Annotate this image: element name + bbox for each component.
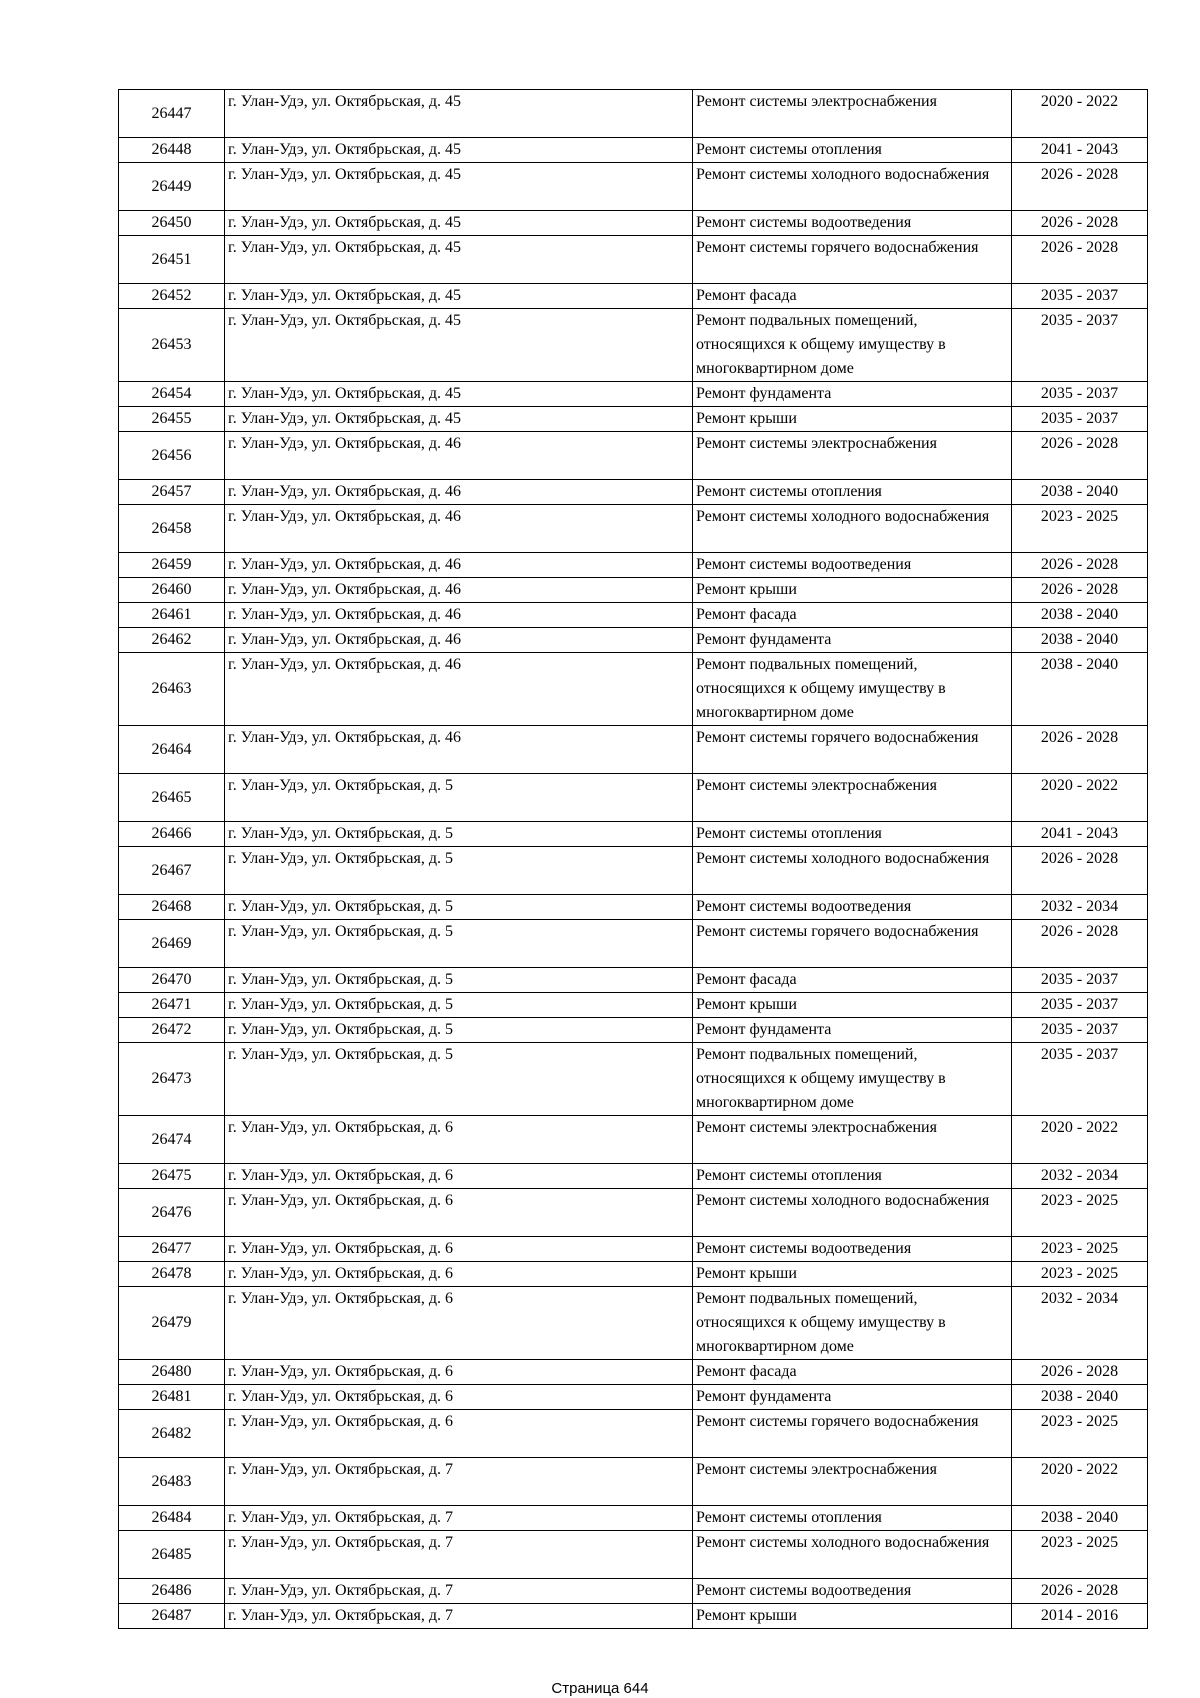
row-id-cell: 26468 (119, 895, 225, 920)
work-type-cell: Ремонт подвальных помещений, относящихся к общему имуществу в многоквартирном доме (693, 653, 1012, 726)
row-id-cell: 26456 (119, 432, 225, 480)
years-cell: 2020 - 2022 (1012, 90, 1148, 138)
address-cell: г. Улан-Удэ, ул. Октябрьская, д. 45 (225, 309, 693, 382)
row-id-cell: 26471 (119, 993, 225, 1018)
table-row (119, 1262, 1148, 1287)
work-type-cell: Ремонт крыши (693, 993, 1012, 1018)
work-type-cell: Ремонт системы электроснабжения (693, 1458, 1012, 1506)
table-row (119, 1458, 1148, 1506)
table-row (119, 284, 1148, 309)
work-type-cell: Ремонт системы водоотведения (693, 1237, 1012, 1262)
work-type-cell: Ремонт системы отопления (693, 1164, 1012, 1189)
table-row (119, 1189, 1148, 1237)
work-type-cell: Ремонт системы водоотведения (693, 211, 1012, 236)
row-id-cell: 26463 (119, 653, 225, 726)
table-row (119, 1164, 1148, 1189)
years-cell: 2032 - 2034 (1012, 1164, 1148, 1189)
address-cell: г. Улан-Удэ, ул. Октябрьская, д. 5 (225, 822, 693, 847)
years-cell: 2035 - 2037 (1012, 284, 1148, 309)
row-id-cell: 26486 (119, 1579, 225, 1604)
work-type-cell: Ремонт системы горячего водоснабжения (693, 920, 1012, 968)
work-type-cell: Ремонт подвальных помещений, относящихся к общему имуществу в многоквартирном доме (693, 1287, 1012, 1360)
work-type-cell: Ремонт системы отопления (693, 822, 1012, 847)
table-row (119, 653, 1148, 726)
address-cell: г. Улан-Удэ, ул. Октябрьская, д. 46 (225, 653, 693, 726)
address-cell: г. Улан-Удэ, ул. Октябрьская, д. 46 (225, 480, 693, 505)
table-body (119, 90, 1148, 1629)
table-row (119, 1579, 1148, 1604)
table-row (119, 163, 1148, 211)
years-cell: 2035 - 2037 (1012, 968, 1148, 993)
table-row (119, 505, 1148, 553)
years-cell: 2023 - 2025 (1012, 505, 1148, 553)
row-id-cell: 26464 (119, 726, 225, 774)
row-id-cell: 26477 (119, 1237, 225, 1262)
row-id-cell: 26474 (119, 1116, 225, 1164)
table-row (119, 407, 1148, 432)
address-cell: г. Улан-Удэ, ул. Октябрьская, д. 5 (225, 1018, 693, 1043)
table-row (119, 211, 1148, 236)
table-row (119, 90, 1148, 138)
years-cell: 2014 - 2016 (1012, 1604, 1148, 1629)
table-row (119, 920, 1148, 968)
row-id-cell: 26484 (119, 1506, 225, 1531)
table-row (119, 628, 1148, 653)
address-cell: г. Улан-Удэ, ул. Октябрьская, д. 46 (225, 553, 693, 578)
row-id-cell: 26483 (119, 1458, 225, 1506)
table-row (119, 1506, 1148, 1531)
work-type-cell: Ремонт системы отопления (693, 138, 1012, 163)
table-row (119, 1287, 1148, 1360)
address-cell: г. Улан-Удэ, ул. Октябрьская, д. 5 (225, 968, 693, 993)
years-cell: 2038 - 2040 (1012, 603, 1148, 628)
row-id-cell: 26473 (119, 1043, 225, 1116)
row-id-cell: 26476 (119, 1189, 225, 1237)
work-type-cell: Ремонт системы электроснабжения (693, 1116, 1012, 1164)
years-cell: 2041 - 2043 (1012, 138, 1148, 163)
work-type-cell: Ремонт фундамента (693, 1018, 1012, 1043)
work-type-cell: Ремонт фасада (693, 284, 1012, 309)
work-type-cell: Ремонт фасада (693, 603, 1012, 628)
capital-repair-table (118, 89, 1148, 1629)
address-cell: г. Улан-Удэ, ул. Октябрьская, д. 7 (225, 1531, 693, 1579)
years-cell: 2020 - 2022 (1012, 774, 1148, 822)
address-cell: г. Улан-Удэ, ул. Октябрьская, д. 46 (225, 726, 693, 774)
row-id-cell: 26482 (119, 1410, 225, 1458)
years-cell: 2035 - 2037 (1012, 382, 1148, 407)
table-row (119, 1043, 1148, 1116)
table-row (119, 993, 1148, 1018)
table-row (119, 726, 1148, 774)
years-cell: 2023 - 2025 (1012, 1262, 1148, 1287)
work-type-cell: Ремонт системы электроснабжения (693, 774, 1012, 822)
table-row (119, 382, 1148, 407)
table-row (119, 578, 1148, 603)
years-cell: 2026 - 2028 (1012, 211, 1148, 236)
row-id-cell: 26447 (119, 90, 225, 138)
work-type-cell: Ремонт системы электроснабжения (693, 90, 1012, 138)
row-id-cell: 26461 (119, 603, 225, 628)
work-type-cell: Ремонт системы холодного водоснабжения (693, 1189, 1012, 1237)
work-type-cell: Ремонт крыши (693, 407, 1012, 432)
table-row (119, 1385, 1148, 1410)
table-row (119, 553, 1148, 578)
address-cell: г. Улан-Удэ, ул. Октябрьская, д. 6 (225, 1116, 693, 1164)
work-type-cell: Ремонт системы отопления (693, 480, 1012, 505)
work-type-cell: Ремонт системы холодного водоснабжения (693, 505, 1012, 553)
address-cell: г. Улан-Удэ, ул. Октябрьская, д. 5 (225, 920, 693, 968)
years-cell: 2035 - 2037 (1012, 407, 1148, 432)
address-cell: г. Улан-Удэ, ул. Октябрьская, д. 7 (225, 1579, 693, 1604)
years-cell: 2038 - 2040 (1012, 628, 1148, 653)
address-cell: г. Улан-Удэ, ул. Октябрьская, д. 7 (225, 1506, 693, 1531)
work-type-cell: Ремонт подвальных помещений, относящихся к общему имуществу в многоквартирном доме (693, 309, 1012, 382)
work-type-cell: Ремонт системы водоотведения (693, 895, 1012, 920)
row-id-cell: 26457 (119, 480, 225, 505)
years-cell: 2020 - 2022 (1012, 1458, 1148, 1506)
work-type-cell: Ремонт подвальных помещений, относящихся к общему имуществу в многоквартирном доме (693, 1043, 1012, 1116)
page-number: Страница 644 (551, 1680, 649, 1697)
address-cell: г. Улан-Удэ, ул. Октябрьская, д. 5 (225, 774, 693, 822)
row-id-cell: 26460 (119, 578, 225, 603)
address-cell: г. Улан-Удэ, ул. Октябрьская, д. 46 (225, 578, 693, 603)
address-cell: г. Улан-Удэ, ул. Октябрьская, д. 45 (225, 407, 693, 432)
table-row (119, 847, 1148, 895)
row-id-cell: 26478 (119, 1262, 225, 1287)
row-id-cell: 26466 (119, 822, 225, 847)
years-cell: 2026 - 2028 (1012, 578, 1148, 603)
table-row (119, 309, 1148, 382)
address-cell: г. Улан-Удэ, ул. Октябрьская, д. 45 (225, 163, 693, 211)
years-cell: 2026 - 2028 (1012, 847, 1148, 895)
table-row (119, 895, 1148, 920)
address-cell: г. Улан-Удэ, ул. Октябрьская, д. 45 (225, 138, 693, 163)
work-type-cell: Ремонт системы отопления (693, 1506, 1012, 1531)
years-cell: 2035 - 2037 (1012, 1043, 1148, 1116)
table-row (119, 236, 1148, 284)
work-type-cell: Ремонт фундамента (693, 628, 1012, 653)
address-cell: г. Улан-Удэ, ул. Октябрьская, д. 5 (225, 993, 693, 1018)
years-cell: 2038 - 2040 (1012, 1506, 1148, 1531)
row-id-cell: 26452 (119, 284, 225, 309)
row-id-cell: 26470 (119, 968, 225, 993)
row-id-cell: 26479 (119, 1287, 225, 1360)
address-cell: г. Улан-Удэ, ул. Октябрьская, д. 45 (225, 236, 693, 284)
table-row (119, 480, 1148, 505)
address-cell: г. Улан-Удэ, ул. Октябрьская, д. 46 (225, 628, 693, 653)
row-id-cell: 26472 (119, 1018, 225, 1043)
work-type-cell: Ремонт системы холодного водоснабжения (693, 847, 1012, 895)
years-cell: 2023 - 2025 (1012, 1237, 1148, 1262)
years-cell: 2035 - 2037 (1012, 309, 1148, 382)
address-cell: г. Улан-Удэ, ул. Октябрьская, д. 6 (225, 1360, 693, 1385)
row-id-cell: 26451 (119, 236, 225, 284)
address-cell: г. Улан-Удэ, ул. Октябрьская, д. 5 (225, 895, 693, 920)
row-id-cell: 26453 (119, 309, 225, 382)
years-cell: 2026 - 2028 (1012, 432, 1148, 480)
years-cell: 2026 - 2028 (1012, 920, 1148, 968)
address-cell: г. Улан-Удэ, ул. Октябрьская, д. 46 (225, 432, 693, 480)
table-row (119, 603, 1148, 628)
years-cell: 2035 - 2037 (1012, 1018, 1148, 1043)
row-id-cell: 26454 (119, 382, 225, 407)
address-cell: г. Улан-Удэ, ул. Октябрьская, д. 6 (225, 1262, 693, 1287)
row-id-cell: 26449 (119, 163, 225, 211)
address-cell: г. Улан-Удэ, ул. Октябрьская, д. 46 (225, 603, 693, 628)
years-cell: 2035 - 2037 (1012, 993, 1148, 1018)
work-type-cell: Ремонт системы электроснабжения (693, 432, 1012, 480)
work-type-cell: Ремонт системы холодного водоснабжения (693, 1531, 1012, 1579)
address-cell: г. Улан-Удэ, ул. Октябрьская, д. 46 (225, 505, 693, 553)
row-id-cell: 26459 (119, 553, 225, 578)
address-cell: г. Улан-Удэ, ул. Октябрьская, д. 6 (225, 1287, 693, 1360)
row-id-cell: 26465 (119, 774, 225, 822)
years-cell: 2026 - 2028 (1012, 726, 1148, 774)
years-cell: 2038 - 2040 (1012, 653, 1148, 726)
years-cell: 2026 - 2028 (1012, 163, 1148, 211)
years-cell: 2023 - 2025 (1012, 1189, 1148, 1237)
years-cell: 2026 - 2028 (1012, 1360, 1148, 1385)
work-type-cell: Ремонт фасада (693, 1360, 1012, 1385)
address-cell: г. Улан-Удэ, ул. Октябрьская, д. 45 (225, 382, 693, 407)
work-type-cell: Ремонт системы водоотведения (693, 1579, 1012, 1604)
row-id-cell: 26450 (119, 211, 225, 236)
row-id-cell: 26485 (119, 1531, 225, 1579)
work-type-cell: Ремонт крыши (693, 1604, 1012, 1629)
work-type-cell: Ремонт фундамента (693, 382, 1012, 407)
row-id-cell: 26480 (119, 1360, 225, 1385)
row-id-cell: 26467 (119, 847, 225, 895)
address-cell: г. Улан-Удэ, ул. Октябрьская, д. 5 (225, 847, 693, 895)
address-cell: г. Улан-Удэ, ул. Октябрьская, д. 7 (225, 1604, 693, 1629)
work-type-cell: Ремонт крыши (693, 1262, 1012, 1287)
address-cell: г. Улан-Удэ, ул. Октябрьская, д. 6 (225, 1164, 693, 1189)
address-cell: г. Улан-Удэ, ул. Октябрьская, д. 6 (225, 1237, 693, 1262)
work-type-cell: Ремонт фасада (693, 968, 1012, 993)
row-id-cell: 26462 (119, 628, 225, 653)
years-cell: 2038 - 2040 (1012, 480, 1148, 505)
work-type-cell: Ремонт системы горячего водоснабжения (693, 236, 1012, 284)
years-cell: 2026 - 2028 (1012, 1579, 1148, 1604)
address-cell: г. Улан-Удэ, ул. Октябрьская, д. 6 (225, 1410, 693, 1458)
row-id-cell: 26487 (119, 1604, 225, 1629)
address-cell: г. Улан-Удэ, ул. Октябрьская, д. 45 (225, 211, 693, 236)
row-id-cell: 26481 (119, 1385, 225, 1410)
row-id-cell: 26475 (119, 1164, 225, 1189)
years-cell: 2023 - 2025 (1012, 1410, 1148, 1458)
table-row (119, 822, 1148, 847)
work-type-cell: Ремонт системы водоотведения (693, 553, 1012, 578)
table-row (119, 1604, 1148, 1629)
table-row (119, 1531, 1148, 1579)
years-cell: 2020 - 2022 (1012, 1116, 1148, 1164)
years-cell: 2038 - 2040 (1012, 1385, 1148, 1410)
work-type-cell: Ремонт фундамента (693, 1385, 1012, 1410)
row-id-cell: 26448 (119, 138, 225, 163)
table-row (119, 968, 1148, 993)
years-cell: 2026 - 2028 (1012, 553, 1148, 578)
table-row (119, 1410, 1148, 1458)
row-id-cell: 26469 (119, 920, 225, 968)
table-row (119, 1360, 1148, 1385)
years-cell: 2023 - 2025 (1012, 1531, 1148, 1579)
table-row (119, 774, 1148, 822)
address-cell: г. Улан-Удэ, ул. Октябрьская, д. 7 (225, 1458, 693, 1506)
table-row (119, 432, 1148, 480)
row-id-cell: 26458 (119, 505, 225, 553)
address-cell: г. Улан-Удэ, ул. Октябрьская, д. 45 (225, 284, 693, 309)
table-row (119, 1018, 1148, 1043)
years-cell: 2041 - 2043 (1012, 822, 1148, 847)
address-cell: г. Улан-Удэ, ул. Октябрьская, д. 5 (225, 1043, 693, 1116)
work-type-cell: Ремонт системы холодного водоснабжения (693, 163, 1012, 211)
work-type-cell: Ремонт системы горячего водоснабжения (693, 726, 1012, 774)
years-cell: 2032 - 2034 (1012, 895, 1148, 920)
work-type-cell: Ремонт крыши (693, 578, 1012, 603)
work-type-cell: Ремонт системы горячего водоснабжения (693, 1410, 1012, 1458)
table-row (119, 138, 1148, 163)
table-row (119, 1116, 1148, 1164)
table-row (119, 1237, 1148, 1262)
years-cell: 2026 - 2028 (1012, 236, 1148, 284)
address-cell: г. Улан-Удэ, ул. Октябрьская, д. 6 (225, 1189, 693, 1237)
address-cell: г. Улан-Удэ, ул. Октябрьская, д. 45 (225, 90, 693, 138)
row-id-cell: 26455 (119, 407, 225, 432)
address-cell: г. Улан-Удэ, ул. Октябрьская, д. 6 (225, 1385, 693, 1410)
years-cell: 2032 - 2034 (1012, 1287, 1148, 1360)
